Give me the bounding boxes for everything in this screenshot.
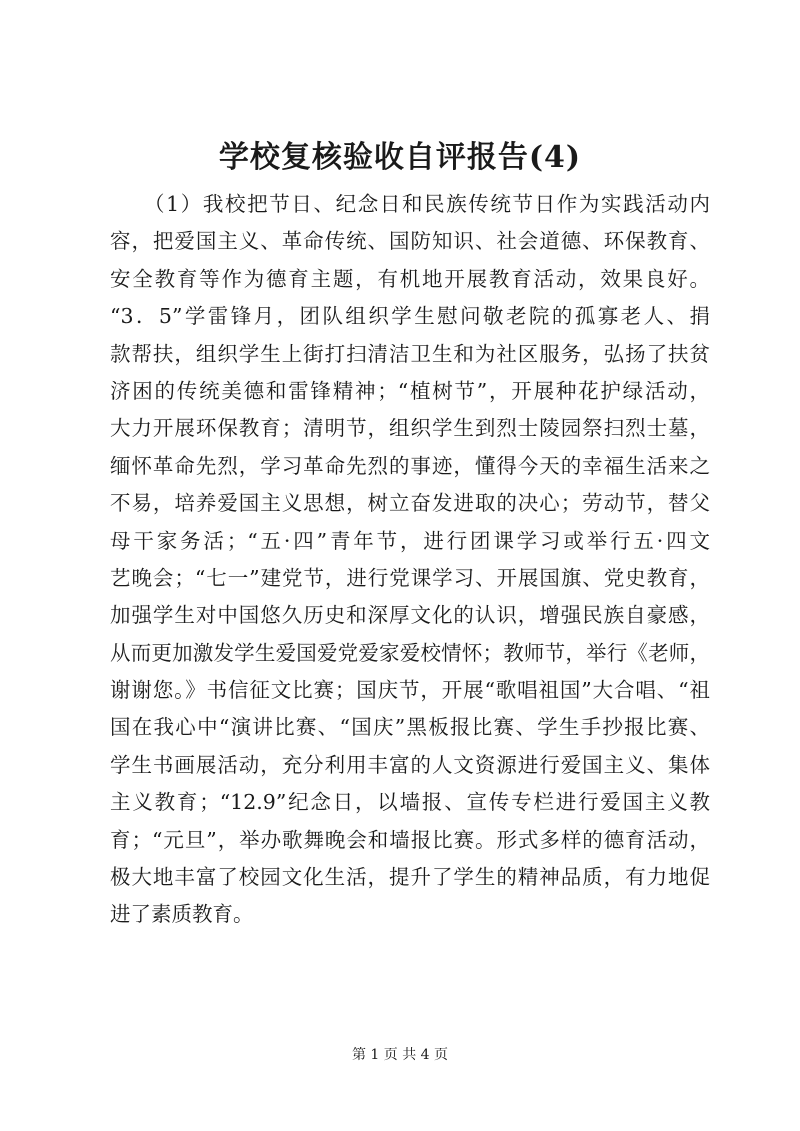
paragraph-line: 款帮扶，组织学生上街打扫清洁卫生和为社区服务，弘扬了扶贫 — [110, 341, 710, 366]
paragraph-line: 不易，培养爱国主义思想，树立奋发进取的决心；劳动节，替父 — [110, 491, 710, 516]
paragraph-line: 加强学生对中国悠久历史和深厚文化的认识，增强民族自豪感， — [110, 603, 710, 628]
paragraph-line: 谢谢您。》书信征文比赛；国庆节，开展“歌唱祖国”大合唱、“祖 — [110, 678, 710, 703]
page-number: 第 1 页 共 4 页 — [351, 1047, 449, 1063]
paragraph-line: 济困的传统美德和雷锋精神；“植树节”，开展种花护绿活动， — [110, 378, 710, 403]
paragraph-line: 主义教育；“12.9”纪念日，以墙报、宣传专栏进行爱国主义教 — [110, 790, 710, 815]
paragraph-line: 国在我心中“演讲比赛、“国庆”黑板报比赛、学生手抄报比赛、 — [110, 715, 710, 740]
paragraph-line: 容，把爱国主义、革命传统、国防知识、社会道德、环保教育、 — [110, 229, 710, 254]
paragraph-line: （1）我校把节日、纪念日和民族传统节日作为实践活动内 — [110, 192, 710, 216]
paragraph-line: 极大地丰富了校园文化生活，提升了学生的精神品质，有力地促 — [110, 865, 710, 890]
paragraph-line: 母干家务活；“五·四”青年节，进行团课学习或举行五·四文 — [110, 528, 710, 553]
paragraph-line: 缅怀革命先烈，学习革命先烈的事迹，懂得今天的幸福生活来之 — [110, 453, 710, 478]
paragraph-line: 从而更加激发学生爱国爱党爱家爱校情怀；教师节，举行《老师， — [110, 640, 710, 665]
paragraph-line: “3．5”学雷锋月，团队组织学生慰问敬老院的孤寡老人、捐 — [110, 304, 710, 329]
paragraph-line: 大力开展环保教育；清明节，组织学生到烈士陵园祭扫烈士墓， — [110, 416, 710, 441]
paragraph-line: 进了素质教育。 — [110, 902, 254, 927]
paragraph-line: 安全教育等作为德育主题，有机地开展教育活动，效果良好。 — [110, 266, 710, 291]
paragraph-line: 育；“元旦”，举办歌舞晚会和墙报比赛。形式多样的德育活动， — [110, 827, 710, 852]
paragraph-line: 学生书画展活动，充分利用丰富的人文资源进行爱国主义、集体 — [110, 752, 710, 777]
document-title: 学校复核验收自评报告(4) — [218, 140, 582, 175]
body-paragraph — [110, 186, 710, 934]
paragraph-line: 艺晚会；“七一”建党节，进行党课学习、开展国旗、党史教育， — [110, 565, 710, 590]
